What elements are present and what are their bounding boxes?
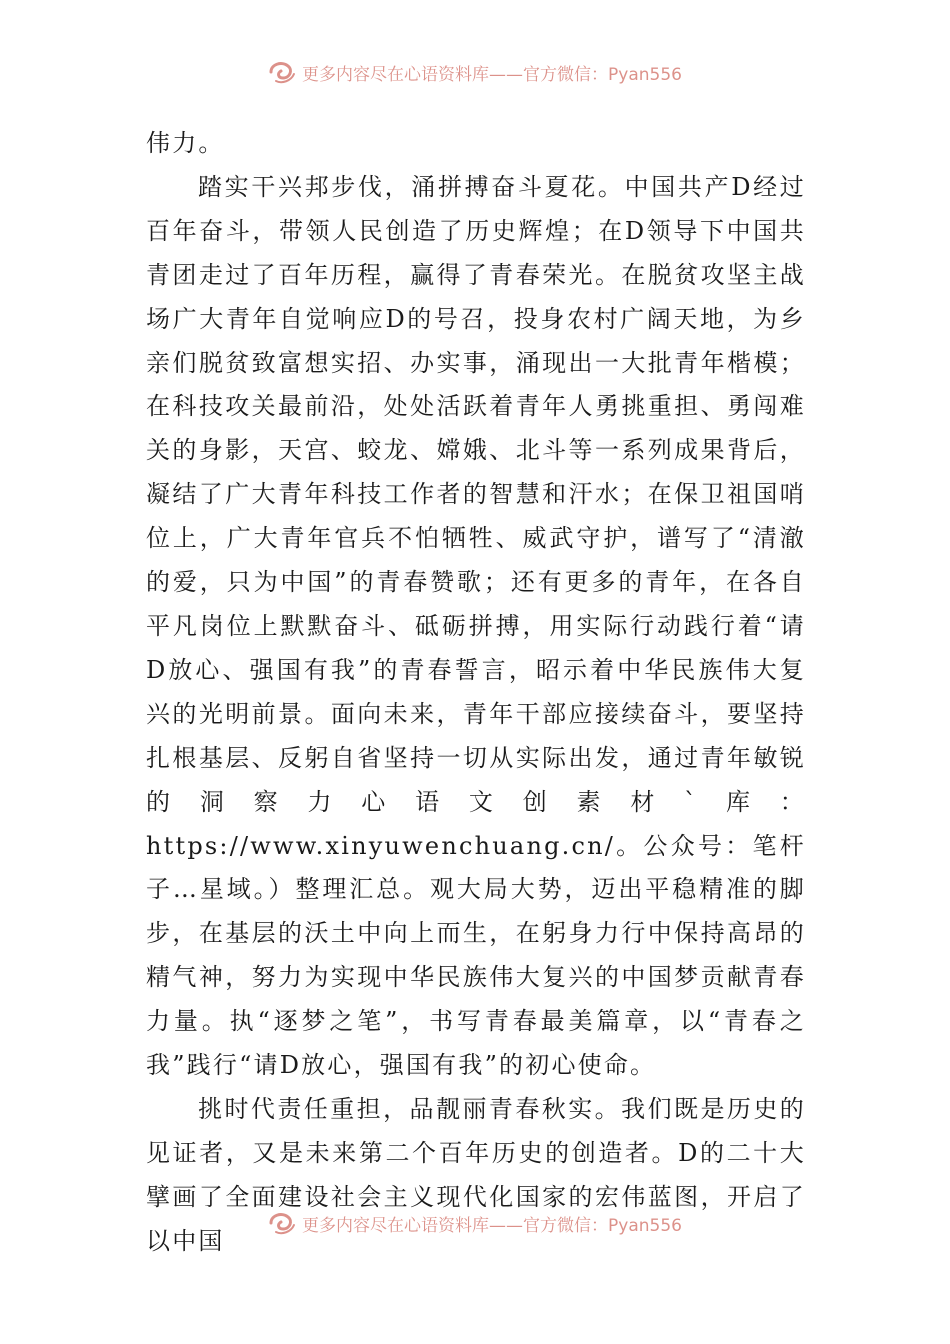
body-text [146, 122, 806, 1264]
watermark-text-bottom: 更多内容尽在心语资料库——官方微信：Pyan556 [302, 1215, 682, 1236]
paragraph-3: 挑时代责任重担，品靓丽青春秋实。我们既是历史的见证者，又是未来第二个百年历史的创造者。D的二十大擘画了全面建设社会主义现代化国家的宏伟蓝图，开启了以中国 [146, 1094, 806, 1255]
paragraph-1: 伟力。 [146, 129, 225, 157]
watermark-banner-top [0, 57, 950, 87]
watermark-text-top: 更多内容尽在心语资料库——官方微信：Pyan556 [302, 64, 682, 85]
watermark-banner-bottom [0, 1208, 950, 1238]
paragraph-2: 踏实干兴邦步伐，涌拼搏奋斗夏花。中国共产D经过百年奋斗，带领人民创造了历史辉煌；在D领导下中国共青团走过了百年历程，赢得了青春荣光。在脱贫攻坚主战场广大青年自觉响应D的号召，投身农村广阔天地，为乡亲们脱贫致富想实招、办实事，涌现出一大批青年楷模；在科技攻关最前沿，处处活跃着青年人勇挑重担、勇闯难关的身影，天宫、蛟龙、嫦娥、北斗等一系列成果背后，凝结了广大青年科技工作者的智慧和汗水；在保卫祖国哨位上，广大青年官兵不怕牺牲、威武守护，谱写了“清澈的爱，只为中国”的青春赞歌；还有更多的青年，在各自平凡岗位上默默奋斗、砥砺拼搏，用实际行动践行着“请D放心、强国有我”的青春誓言，昭示着中华民族伟大复兴的光明前景。面向未来，青年干部应接续奋斗，要坚持扎根基层、反躬自省坚持一切从实际出发，通过青年敏锐的洞察力心语文创素材`库：https://www.xinyuwenchuang.cn/。公众号：笔杆子…星域。）整理汇总。观大局大势，迈出平稳精准的脚步，在基层的沃土中向上而生，在躬身力行中保持高昂的精气神，努力为实现中华民族伟大复兴的中国梦贡献青春力量。执“逐梦之笔”，书写青春最美篇章，以“青春之我”践行“请D放心，强国有我”的初心使命。 [146, 172, 806, 1080]
swirl-logo-icon [268, 59, 296, 85]
swirl-logo-icon [268, 1210, 296, 1236]
